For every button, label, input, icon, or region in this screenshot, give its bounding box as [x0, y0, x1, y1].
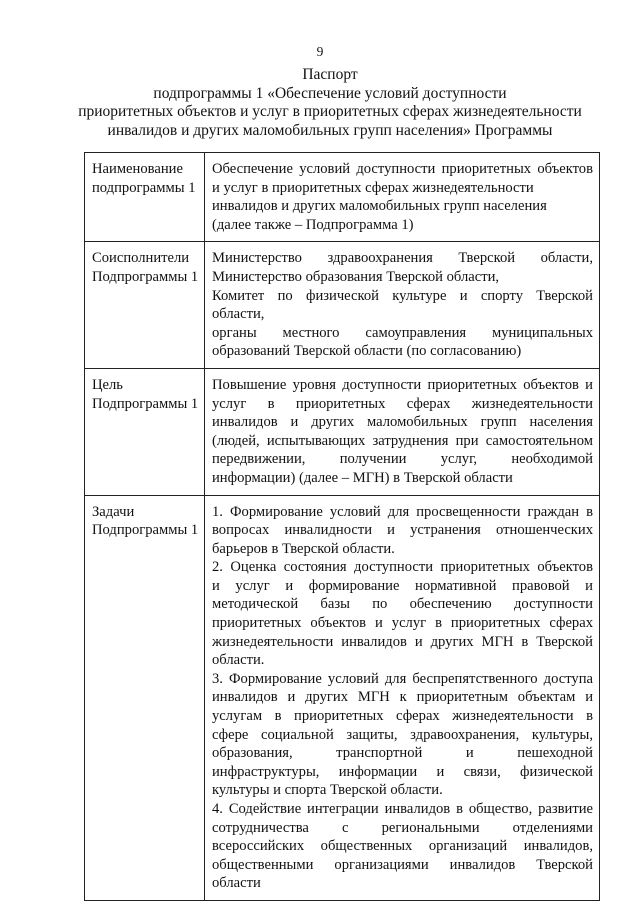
title-line: инвалидов и других маломобильных групп населения» Программы	[107, 121, 553, 139]
row-value-line: общественными организациями инвалидов Тверской	[212, 856, 593, 873]
row-value-line: информации) (далее – МГН) в Тверской области	[212, 469, 513, 486]
row-label-line: Подпрограммы 1	[92, 268, 199, 285]
row-value-line: области	[212, 875, 261, 892]
passport-row	[85, 495, 600, 900]
row-value-line: инвалидов и других МГН к приоритетным объектам и	[212, 689, 593, 706]
row-value-line: инвалидов и других маломобильных групп населения	[212, 198, 547, 215]
row-value-line: Обеспечение условий доступности приоритетных объектов	[212, 161, 593, 177]
row-value-line: Комитет по физической культуре и спорту Тверской	[212, 287, 593, 304]
row-value-line: услуг в приоритетных сферах жизнедеятельности	[212, 395, 593, 412]
row-value-line: Министерство здравоохранения Тверской области,	[212, 250, 593, 267]
row-value-line: (людей, испытывающих затруднения при самостоятельном	[212, 432, 593, 449]
title-line: приоритетных объектов и услуг в приоритетных сферах жизнедеятельности	[78, 103, 582, 120]
row-value-line: Министерство образования Тверской области,	[212, 268, 500, 285]
row-label-line: Цель	[92, 376, 123, 393]
title-line: Паспорт	[302, 66, 358, 83]
row-label-cell	[85, 368, 205, 495]
row-value-line: 1. Формирование условий для просвещенности граждан в	[212, 503, 593, 520]
row-value-line: образований Тверской области (по согласованию)	[212, 343, 522, 360]
row-value-line: жизнедеятельности инвалидов и других МГН в Тверской	[212, 633, 593, 650]
row-value-line: вопросах инвалидности и устранения отношенческих	[212, 522, 593, 539]
passport-row	[85, 368, 600, 495]
row-label-line: Соисполнители	[92, 250, 190, 267]
row-value-line: Повышение уровня доступности приоритетных объектов и	[212, 376, 593, 393]
passport-title	[60, 66, 600, 140]
row-value-line: сотрудничества с региональными отделениями	[212, 819, 593, 836]
row-value-line: и услуг в приоритетных сферах жизнедеятельности	[212, 179, 534, 196]
row-value-line: 3. Формирование условий для беспрепятственного доступа	[212, 670, 593, 687]
row-value-line: инфраструктуры, информации и связи, физической	[212, 763, 593, 780]
row-value-line: инвалидов и других маломобильных групп населения	[212, 414, 593, 431]
row-value-cell	[205, 153, 600, 242]
row-value-cell	[205, 368, 600, 495]
row-value-line: 2. Оценка состояния доступности приоритетных объектов	[212, 559, 593, 576]
row-value-line: и услуг и формирование нормативной правовой и	[212, 577, 593, 594]
row-value-line: услугам в приоритетных сферах жизнедеятельности в	[212, 708, 593, 725]
passport-table	[84, 152, 600, 901]
row-label-cell	[85, 495, 205, 900]
passport-row	[85, 242, 600, 369]
row-label-cell	[85, 242, 205, 369]
row-label-line: Наименование	[92, 161, 183, 177]
passport-row	[85, 153, 600, 242]
row-label-line: Подпрограммы 1	[92, 522, 199, 539]
row-value-line: 4. Содействие интеграции инвалидов в общество, развитие	[212, 801, 593, 817]
row-value-line: (далее также – Подпрограмма 1)	[212, 216, 414, 233]
row-value-line: сфере социальной защиты, здравоохранения, культуры,	[212, 726, 593, 743]
row-label-line: Подпрограммы 1	[92, 395, 199, 412]
row-value-line: области,	[212, 306, 265, 323]
row-value-line: области.	[212, 652, 265, 669]
page-number: 9	[316, 44, 324, 59]
row-value-line: методической базы по обеспечению доступности	[212, 596, 593, 613]
row-label-line: подпрограммы 1	[92, 179, 196, 196]
row-value-line: органы местного самоуправления муниципальных	[212, 324, 593, 341]
row-value-line: образования, транспортной и пешеходной	[212, 745, 593, 762]
row-value-line: передвижении, получении услуг, необходимой	[212, 451, 593, 468]
row-value-line: приоритетных объектов и услуг в приоритетных сферах	[212, 615, 593, 632]
passport-table-body	[85, 153, 600, 901]
row-value-line: культуры и спорта Тверской области.	[212, 782, 443, 799]
row-label-line: Задачи	[92, 503, 135, 520]
row-label-cell	[85, 153, 205, 242]
title-line: подпрограммы 1 «Обеспечение условий доступности	[153, 84, 507, 102]
row-value-line: всероссийских общественных организаций инвалидов,	[212, 838, 593, 855]
row-value-line: барьеров в Тверской области.	[212, 540, 395, 557]
row-value-cell	[205, 242, 600, 369]
row-value-cell	[205, 495, 600, 900]
